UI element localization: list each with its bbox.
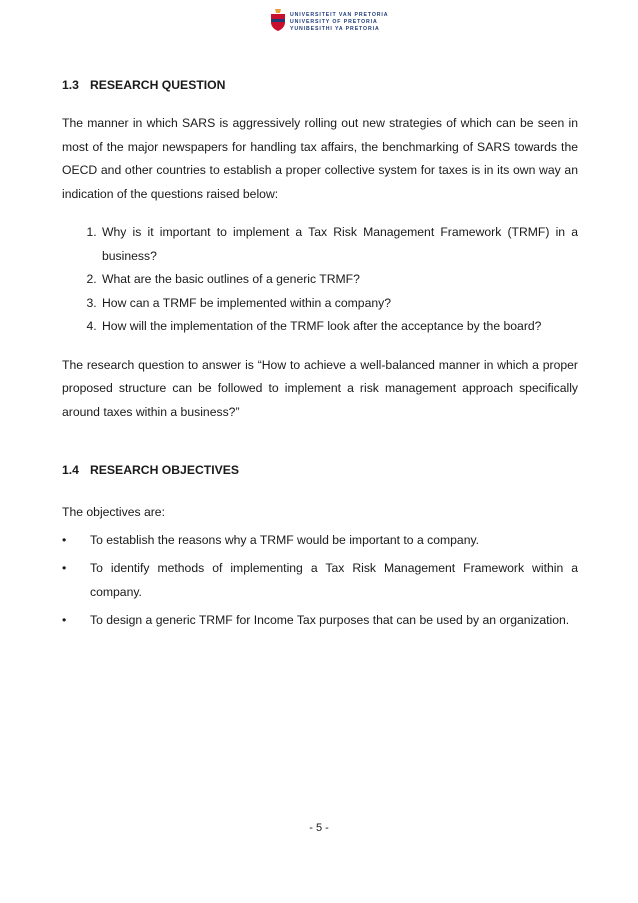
university-name-english: UNIVERSITY OF PRETORIA [290,19,378,25]
page-content [62,78,578,633]
section-number: 1.3 [62,78,79,92]
question-item: 1. Why is it important to implement a Tax Risk Management Framework (TRMF) in a business? [100,221,578,268]
university-crest-icon [270,9,286,36]
objective-text: To design a generic TRMF for Income Tax purposes that can be used by an organization. [90,613,570,627]
section-1-3-heading [62,78,578,92]
objective-item [62,609,578,633]
objective-item [62,557,578,604]
section-title: RESEARCH OBJECTIVES [90,463,239,477]
research-question-list [62,221,578,339]
university-logo [270,9,388,36]
bullet-icon: • [62,532,67,547]
section-title: RESEARCH QUESTION [90,78,226,92]
page-number: - 5 - [309,822,329,834]
section-1-4-heading [62,463,578,477]
university-name-sepedi: YUNIBESITHI YA PRETORIA [290,26,380,32]
question-item: 4. How will the implementation of the TRMF look after the acceptance by the board? [100,315,578,339]
university-name [290,12,388,33]
objective-text: To establish the reasons why a TRMF would be important to a company. [90,532,480,547]
section-number: 1.4 [62,463,79,477]
question-item: 2. What are the basic outlines of a generic TRMF? [100,268,578,292]
bullet-icon: • [62,561,67,575]
objectives-list [62,529,578,633]
research-question-intro: The manner in which SARS is aggressively rolling out new strategies of which can be seen in most of the major newspapers for handling tax affairs, the benchmarking of SARS towards the OECD and other countries to establish a proper collective system for taxes is in its own way an indication of the questions raised below: [62,116,578,201]
research-question-statement: The research question to answer is “How to achieve a well-balanced manner in which a proper proposed structure can be followed to implement a risk management approach specifically around taxes within a business?” [62,357,578,419]
objective-item [62,529,578,553]
bullet-icon: • [62,613,67,627]
objective-text: To identify methods of implementing a Tax Risk Management Framework within a company. [90,561,578,599]
question-item: 3. How can a TRMF be implemented within a company? [100,292,578,316]
objectives-intro: The objectives are: [62,505,165,519]
university-name-afrikaans: UNIVERSITEIT VAN PRETORIA [290,12,389,18]
